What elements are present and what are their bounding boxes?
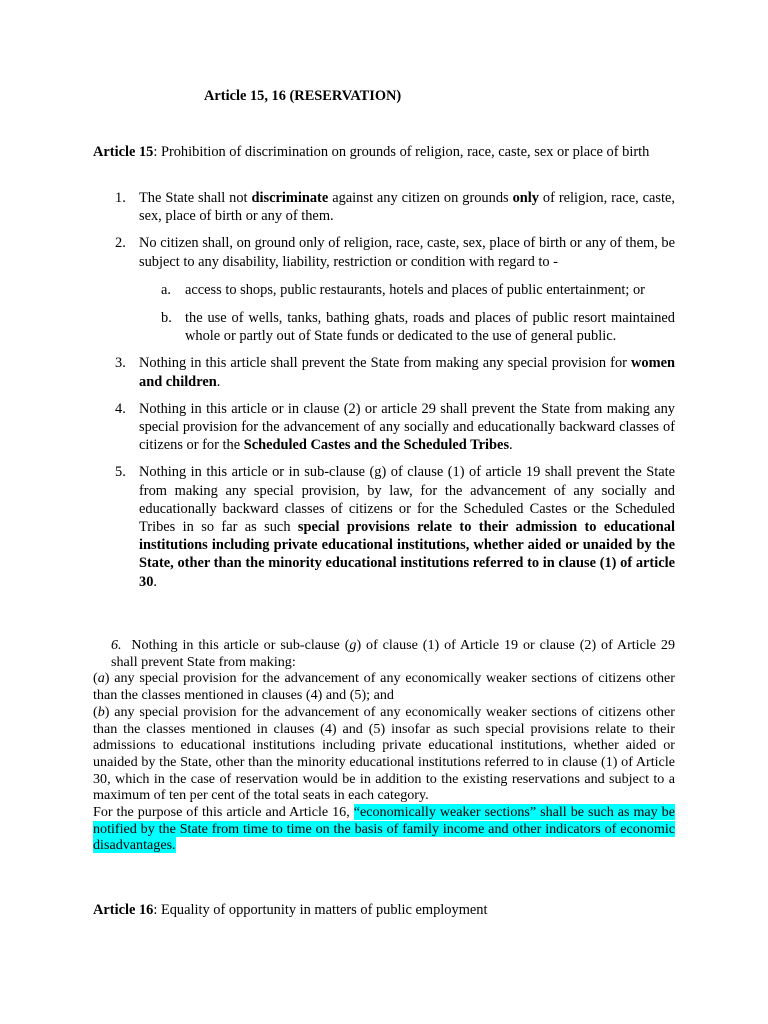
clause-2	[93, 234, 675, 270]
clause-number: 2.	[115, 235, 126, 252]
clause-text: only	[512, 190, 539, 206]
sub-clause-number: b.	[161, 310, 172, 327]
clause-text: against any citizen on grounds	[328, 190, 513, 206]
clause-text: of religion, race, caste, sex, place of birth or any of them.	[139, 190, 675, 225]
clause-1	[93, 189, 675, 225]
clause-6-sub-a: (a) any special provision for the advancement of any economically weaker sections of citizens other than the classes mentioned in clauses (4) and (5); and	[93, 670, 675, 704]
clause-6-number: 6.	[111, 637, 122, 653]
clause-number: 1.	[115, 190, 126, 206]
clause-6-explanation: For the purpose of this article and Article 16, “economically weaker sections” shall be such as may be notified by the State from time to time on the basis of family income and other indicators of economic disadvantages.	[93, 804, 675, 854]
clause-6-intro: 6. Nothing in this article or sub-clause (g) of clause (1) of Article 19 or clause (2) of Article 29 shall prevent State from making:	[111, 637, 676, 670]
clause-number: 5.	[115, 464, 126, 481]
clause-number: 4.	[115, 400, 126, 417]
article-15-label: Article 15	[93, 144, 154, 160]
clause-text: Scheduled Castes and the Scheduled Tribes	[243, 437, 510, 454]
sub-clause-number: a.	[161, 281, 171, 298]
clause-text: The State shall not	[139, 190, 252, 206]
clause-5	[93, 463, 675, 590]
clause-text: women and children	[139, 355, 675, 390]
clause-text: Nothing in this article shall prevent the State from making any special provision for	[139, 355, 632, 372]
clause-6	[93, 637, 675, 854]
sub-clause-b	[139, 309, 675, 345]
article-15-text: : Prohibition of discrimination on grounds of religion, race, caste, sex or place of birth	[153, 144, 650, 160]
sub-clause-text: the use of wells, tanks, bathing ghats, roads and places of public resort maintained whole or partly out of State funds or dedicated to the use of general public.	[185, 310, 675, 345]
clause-text: No citizen shall, on ground only of religion, race, caste, sex, place of birth or any of them, be subject to any disability, liability, restriction or condition with regard to -	[139, 235, 675, 270]
clause-6-sub-b: (b) any special provision for the advancement of any economically weaker sections of citizens other than the classes mentioned in clauses (4) and (5) insofar as such special provisions relate to their admissions to educational institutions including private educational institutions, whether aided or unaided by the State, other than the minority educational institutions referred to in clause (1) of Article 30, which in the case of reservation would be in addition to the existing reservations and subject to a maximum of ten per cent of the total seats in each category.	[93, 703, 675, 804]
clause-text: .	[153, 573, 157, 590]
document-title: Article 15, 16 (RESERVATION)	[204, 88, 402, 104]
clause-text: .	[509, 437, 513, 454]
sub-clause-text: access to shops, public restaurants, hotels and places of public entertainment; or	[185, 281, 645, 298]
clause-text: special provisions relate to their admission to educational institutions including private educational institutions, whether aided or unaided by the State, other than the minority educational institutions referred to in clause (1) of article 30	[139, 519, 675, 590]
sub-clause-a	[139, 281, 675, 299]
article-15-heading	[93, 143, 675, 161]
clause-4	[93, 400, 675, 455]
clause-number: 3.	[115, 355, 126, 372]
clause-text: Nothing in this article or in sub-clause (g) of clause (1) of article 19 shall prevent the State from making any special provision, by law, for the advancement of any socially and educationally backward classes of citizens or for the Scheduled Castes or the Scheduled Tribes in so far as such	[139, 464, 675, 536]
article-15-clause-list	[93, 189, 675, 591]
clause-text: Nothing in this article or in clause (2) or article 29 shall prevent the State from making any special provision for the advancement of any socially and educationally backward classes of citizens or for the	[139, 400, 675, 454]
highlighted-text: “economically weaker sections” shall be such as may be notified by the State from time to time on the basis of family income and other indicators of economic disadvantages.	[93, 804, 675, 854]
article-16-label: Article 16	[93, 902, 154, 918]
clause-text: .	[216, 373, 221, 390]
clause-3	[93, 354, 675, 390]
clause-text: discriminate	[251, 190, 329, 206]
article-16-text: : Equality of opportunity in matters of public employment	[153, 902, 488, 918]
article-16-heading	[93, 901, 487, 919]
